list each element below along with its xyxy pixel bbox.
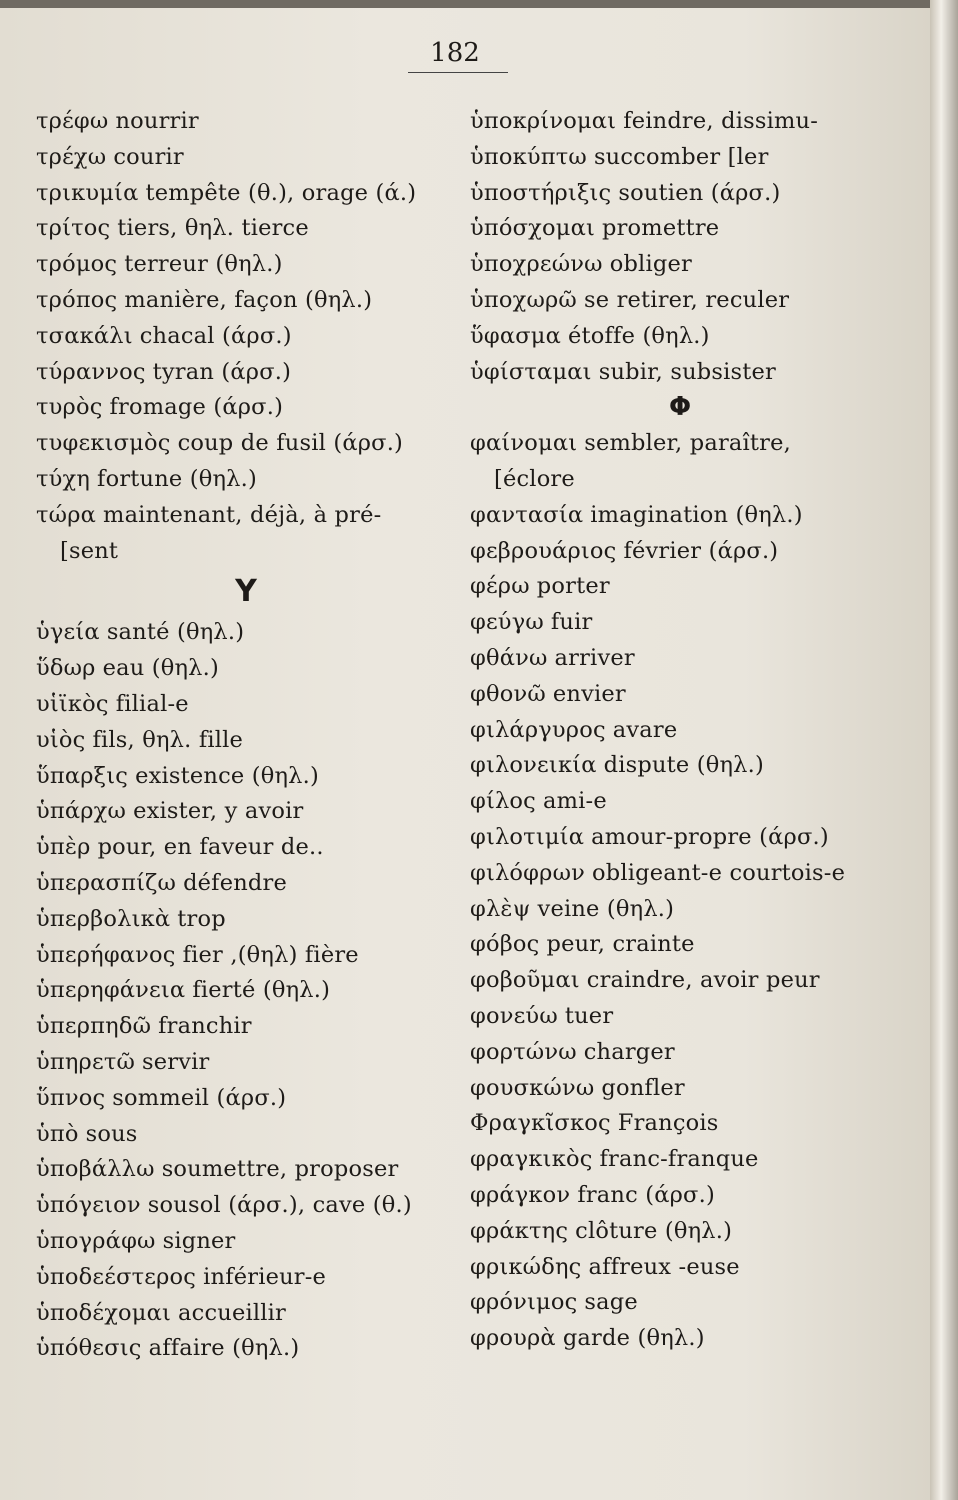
dictionary-entry [36, 176, 456, 212]
french-translation: craindre, avoir peur [586, 967, 820, 994]
greek-headword: Φραγκῖσκος [470, 1110, 611, 1137]
greek-headword: ὑφίσταμαι [470, 358, 592, 385]
dictionary-entry [36, 938, 456, 974]
page-number: 182 [430, 38, 480, 68]
french-translation: fier ,(θηλ) fière [182, 941, 359, 968]
french-translation: fuir [550, 609, 593, 636]
dictionary-entry [470, 963, 890, 999]
french-translation: ami-e [542, 788, 607, 815]
greek-headword: τρικυμία [36, 179, 139, 206]
dictionary-entry [470, 713, 890, 749]
french-translation: accueillir [178, 1299, 287, 1326]
french-translation: servir [142, 1048, 210, 1075]
french-translation: soumettre, proposer [161, 1156, 399, 1183]
dictionary-entry [470, 319, 890, 355]
greek-headword: φρουρὰ [470, 1325, 556, 1352]
greek-headword: φθάνω [470, 644, 548, 671]
french-translation: manière, façon (θηλ.) [124, 286, 373, 313]
greek-headword: φαίνομαι [470, 430, 578, 457]
french-translation: février (άρσ.) [623, 537, 779, 564]
greek-headword: φλὲψ [470, 895, 531, 922]
french-translation: se retirer, reculer [583, 286, 790, 313]
dictionary-entry [470, 1071, 890, 1107]
greek-headword: φρικώδης [470, 1253, 582, 1280]
french-translation: envier [552, 680, 626, 707]
french-translation: terreur (θηλ.) [124, 251, 283, 278]
dictionary-entry [470, 748, 890, 784]
french-translation: eau (θηλ.) [102, 655, 219, 682]
greek-headword: φορτώνω [470, 1038, 577, 1065]
french-translation: coup de fusil (άρσ.) [177, 430, 404, 457]
greek-headword: τυφεκισμὸς [36, 430, 171, 457]
french-translation: santé (θηλ.) [106, 619, 245, 646]
dictionary-entry [470, 1214, 890, 1250]
dictionary-entry [36, 104, 456, 140]
greek-headword: φιλονεικία [470, 752, 597, 779]
greek-headword: τύραννος [36, 358, 146, 385]
french-translation: défendre [183, 869, 287, 896]
dictionary-entry [36, 1331, 456, 1367]
dictionary-entry [470, 569, 890, 605]
greek-headword: ὑπερασπίζω [36, 869, 177, 896]
dictionary-entry [36, 973, 456, 1009]
continuation-line: [sent [60, 537, 119, 564]
french-translation: subir, subsister [598, 358, 776, 385]
greek-headword: υἱὸς [36, 726, 86, 753]
dictionary-entry [470, 1250, 890, 1286]
greek-headword: φαντασία [470, 501, 584, 528]
dictionary-entry [470, 820, 890, 856]
greek-headword: ὕπνος [36, 1084, 106, 1111]
dictionary-entry [470, 1178, 890, 1214]
dictionary-entry [36, 1081, 456, 1117]
page-number-rule [408, 72, 508, 73]
french-translation: François [617, 1110, 719, 1137]
greek-headword: φθονῶ [470, 680, 546, 707]
dictionary-entry [470, 355, 890, 391]
french-translation: existence (θηλ.) [135, 762, 319, 789]
french-translation: amour-propre (άρσ.) [591, 823, 829, 850]
french-translation: affreux -euse [588, 1253, 740, 1280]
dictionary-entry [36, 723, 456, 759]
greek-headword: τρίτος [36, 215, 111, 242]
dictionary-entry [36, 687, 456, 723]
greek-headword: υἱϊκὸς [36, 690, 109, 717]
french-translation: imagination (θηλ.) [590, 501, 803, 528]
french-translation: promettre [602, 215, 720, 242]
continuation-line: [éclore [494, 465, 575, 492]
dictionary-entry [36, 462, 456, 498]
french-translation: sousol (άρσ.), cave (θ.) [147, 1192, 412, 1219]
greek-headword: ὑποβάλλω [36, 1156, 155, 1183]
french-translation: gonfler [601, 1074, 685, 1101]
greek-headword: ὑποδέχομαι [36, 1299, 172, 1326]
french-translation: inférieur-e [203, 1263, 327, 1290]
greek-headword: φιλοτιμία [470, 823, 585, 850]
greek-headword: ὑπερβολικὰ [36, 905, 171, 932]
french-translation: fils, θηλ. fille [92, 726, 244, 753]
dictionary-entry [36, 830, 456, 866]
french-translation: franc-franque [599, 1146, 759, 1173]
greek-headword: τρέχω [36, 143, 107, 170]
greek-headword: ὑπερπηδῶ [36, 1013, 152, 1040]
left-entries-tau [36, 104, 456, 534]
dictionary-entry [470, 498, 890, 534]
greek-headword: ὑπερηφάνεια [36, 977, 186, 1004]
greek-headword: ὑποχωρῶ [470, 286, 577, 313]
right-column [470, 104, 890, 1357]
dictionary-entry [36, 1224, 456, 1260]
greek-headword: ὑπὸ [36, 1120, 79, 1147]
section-letter-upsilon: Y [235, 574, 257, 610]
greek-headword: ὑγεία [36, 619, 100, 646]
french-translation: étoffe (θηλ.) [568, 322, 710, 349]
french-translation: garde (θηλ.) [562, 1325, 705, 1352]
french-translation: nourrir [115, 108, 199, 134]
dictionary-entry [470, 1106, 890, 1142]
dictionary-entry [470, 927, 890, 963]
page-right-edge [930, 0, 958, 1500]
french-translation: porter [536, 573, 610, 600]
dictionary-entry [36, 1045, 456, 1081]
dictionary-entry [470, 140, 890, 176]
greek-headword: φράγκον [470, 1181, 571, 1208]
greek-headword: ὕπαρξις [36, 762, 129, 789]
french-translation: chacal (άρσ.) [139, 322, 292, 349]
dictionary-entry [470, 211, 890, 247]
greek-headword: φράκτης [470, 1217, 569, 1244]
page-top-edge [0, 0, 958, 8]
dictionary-entry [36, 426, 456, 462]
dictionary-entry [36, 1152, 456, 1188]
greek-headword: τσακάλι [36, 322, 133, 349]
french-translation: soutien (άρσ.) [618, 179, 781, 206]
french-translation: tyran (άρσ.) [152, 358, 292, 385]
dictionary-entry [470, 856, 890, 892]
french-translation: tiers, θηλ. tierce [117, 215, 309, 242]
greek-headword: φόβος [470, 931, 540, 958]
greek-headword: φονεύω [470, 1002, 558, 1029]
greek-headword: τώρα [36, 501, 97, 528]
french-translation: franc (άρσ.) [577, 1181, 715, 1208]
french-translation: fortune (θηλ.) [97, 465, 257, 492]
greek-headword: φέρω [470, 573, 530, 600]
greek-headword: ὑπόσχομαι [470, 215, 595, 242]
dictionary-entry [470, 677, 890, 713]
greek-headword: ὑπάρχω [36, 798, 127, 825]
french-translation: obligeant-e courtois-e [592, 859, 846, 886]
french-translation: exister, y avoir [133, 798, 304, 825]
french-translation: feindre, dissimu- [623, 108, 819, 134]
french-translation: franchir [158, 1013, 252, 1040]
dictionary-entry [36, 247, 456, 283]
french-translation: dispute (θηλ.) [603, 752, 764, 779]
greek-headword: φοβοῦμαι [470, 967, 580, 994]
greek-headword: ὑποκρίνομαι [470, 108, 617, 134]
greek-headword: φίλος [470, 788, 536, 815]
dictionary-entry [36, 1188, 456, 1224]
dictionary-entry [470, 892, 890, 928]
french-translation: tuer [564, 1002, 614, 1029]
dictionary-entry [470, 176, 890, 212]
dictionary-entry [470, 104, 890, 140]
french-translation: peur, crainte [546, 931, 695, 958]
greek-headword: φραγκικὸς [470, 1146, 593, 1173]
french-translation: arriver [554, 644, 635, 671]
dictionary-entry [36, 1009, 456, 1045]
dictionary-entry [470, 1142, 890, 1178]
dictionary-entry [36, 319, 456, 355]
dictionary-entry [36, 615, 456, 651]
dictionary-entry [36, 1260, 456, 1296]
french-translation: courir [113, 143, 184, 170]
greek-headword: φεβρουάριος [470, 537, 617, 564]
dictionary-entry [36, 355, 456, 391]
greek-headword: ὑποκύπτω [470, 143, 587, 170]
dictionary-entry [36, 651, 456, 687]
french-translation: charger [583, 1038, 675, 1065]
section-letter-phi: Φ [668, 392, 692, 423]
greek-headword: φουσκώνω [470, 1074, 595, 1101]
right-entries-phi-first [470, 426, 890, 462]
greek-headword: ὑποστήριξις [470, 179, 612, 206]
greek-headword: ὑποδεέστερος [36, 1263, 197, 1290]
greek-headword: ὑπερήφανος [36, 941, 176, 968]
greek-headword: ὑπὲρ [36, 834, 91, 861]
dictionary-entry [470, 426, 890, 462]
dictionary-entry [470, 534, 890, 570]
dictionary-entry [36, 283, 456, 319]
dictionary-entry [470, 641, 890, 677]
greek-headword: ὕφασμα [470, 322, 562, 349]
greek-headword: ὑπογράφω [36, 1227, 156, 1254]
french-translation: veine (θηλ.) [537, 895, 675, 922]
dictionary-entry [470, 283, 890, 319]
dictionary-entry [36, 902, 456, 938]
dictionary-entry [470, 1321, 890, 1357]
french-translation: signer [162, 1227, 236, 1254]
dictionary-entry [36, 140, 456, 176]
greek-headword: φιλόφρων [470, 859, 585, 886]
greek-headword: τυρὸς [36, 394, 103, 421]
greek-headword: τύχη [36, 465, 91, 492]
french-translation: trop [177, 905, 226, 932]
dictionary-entry [36, 498, 456, 534]
dictionary-entry [36, 794, 456, 830]
dictionary-entry [36, 211, 456, 247]
french-translation: sommeil (άρσ.) [112, 1084, 287, 1111]
french-translation: sembler, paraître, [584, 430, 791, 457]
dictionary-entry [470, 999, 890, 1035]
right-entries-upsilon [470, 104, 890, 390]
dictionary-entry [470, 1285, 890, 1321]
greek-headword: ὑποχρεώνω [470, 251, 603, 278]
right-entries-phi [470, 498, 890, 1357]
french-translation: tempête (θ.), orage (ά.) [145, 179, 417, 206]
french-translation: filial-e [115, 690, 189, 717]
greek-headword: φεύγω [470, 609, 544, 636]
greek-headword: ὑπηρετῶ [36, 1048, 136, 1075]
french-translation: clôture (θηλ.) [575, 1217, 733, 1244]
dictionary-entry [36, 866, 456, 902]
french-translation: succomber [ler [593, 143, 769, 170]
greek-headword: τρόπος [36, 286, 118, 313]
greek-headword: φρόνιμος [470, 1289, 578, 1316]
dictionary-entry [36, 1296, 456, 1332]
greek-headword: τρέφω [36, 108, 109, 134]
greek-headword: τρόμος [36, 251, 118, 278]
french-translation: affaire (θηλ.) [148, 1335, 300, 1362]
dictionary-entry [470, 605, 890, 641]
dictionary-entry [36, 759, 456, 795]
french-translation: fromage (άρσ.) [109, 394, 284, 421]
french-translation: obliger [609, 251, 692, 278]
french-translation: avare [612, 716, 678, 743]
dictionary-entry [36, 390, 456, 426]
left-column [36, 104, 456, 1367]
greek-headword: ὑπόγειον [36, 1192, 141, 1219]
french-translation: maintenant, déjà, à pré- [103, 501, 382, 528]
dictionary-entry [470, 1035, 890, 1071]
french-translation: fierté (θηλ.) [192, 977, 331, 1004]
greek-headword: ὕδωρ [36, 655, 96, 682]
left-entries-upsilon [36, 615, 456, 1367]
greek-headword: ὑπόθεσις [36, 1335, 142, 1362]
dictionary-entry [470, 784, 890, 820]
dictionary-entry [470, 247, 890, 283]
french-translation: sage [584, 1289, 638, 1316]
dictionary-entry [36, 1117, 456, 1153]
french-translation: sous [85, 1120, 138, 1147]
greek-headword: φιλάργυρος [470, 716, 606, 743]
french-translation: pour, en faveur de.. [97, 834, 324, 861]
